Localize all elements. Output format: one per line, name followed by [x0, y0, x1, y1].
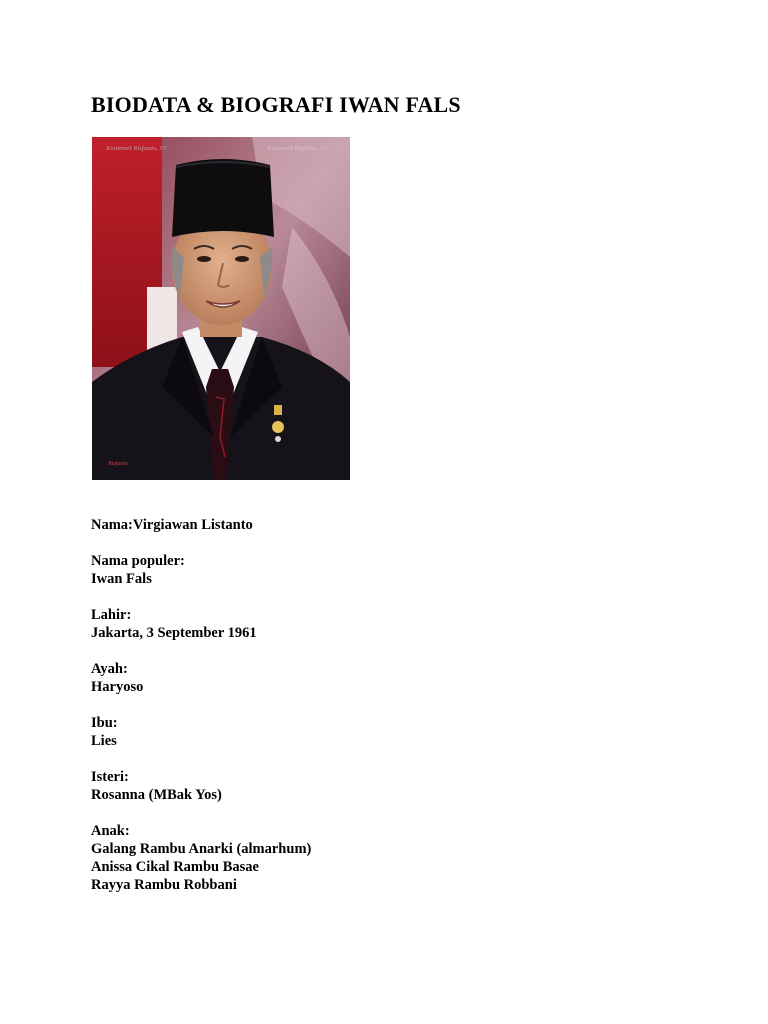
watermark-left: Kontemel Risfanto, ST: [106, 145, 167, 152]
anak-value-1: Galang Rambu Anarki (almarhum): [91, 841, 312, 857]
portrait-illustration: [92, 137, 350, 480]
lahir-label: Lahir:: [91, 607, 132, 623]
ayah-field: [91, 660, 691, 696]
medal: [272, 421, 284, 433]
portrait-photo: [92, 137, 350, 480]
anak-value-2: Anissa Cikal Rambu Basae: [91, 859, 259, 875]
anak-value-3: Rayya Rambu Robbani: [91, 877, 237, 893]
ibu-value: Lies: [91, 733, 117, 749]
anak-label: Anak:: [91, 823, 130, 839]
peci-cap: [172, 159, 274, 237]
photo-signature: Risfanto: [108, 461, 129, 467]
nama-line: [91, 516, 691, 534]
lahir-value: Jakarta, 3 September 1961: [91, 625, 257, 641]
ayah-value: Haryoso: [91, 679, 144, 695]
biodata-section: [91, 516, 691, 912]
nama-populer-field: [91, 552, 691, 588]
isteri-field: [91, 768, 691, 804]
page-title: BIODATA & BIOGRAFI IWAN FALS: [91, 92, 461, 117]
isteri-value: Rosanna (MBak Yos): [91, 787, 222, 803]
lahir-field: [91, 606, 691, 642]
ayah-label: Ayah:: [91, 661, 128, 677]
nama-value: Virgiawan Listanto: [132, 517, 253, 533]
anak-field: [91, 822, 691, 894]
isteri-label: Isteri:: [91, 769, 129, 785]
nama-field: [91, 516, 691, 534]
nama-populer-label: Nama populer:: [91, 553, 185, 569]
nama-label: Nama:: [91, 517, 133, 533]
ibu-label: Ibu:: [91, 715, 118, 731]
ibu-field: [91, 714, 691, 750]
medal-ribbon: [274, 405, 282, 415]
nama-populer-value: Iwan Fals: [91, 571, 152, 587]
watermark-right: Kontemel Risfanto, ST: [267, 145, 328, 152]
